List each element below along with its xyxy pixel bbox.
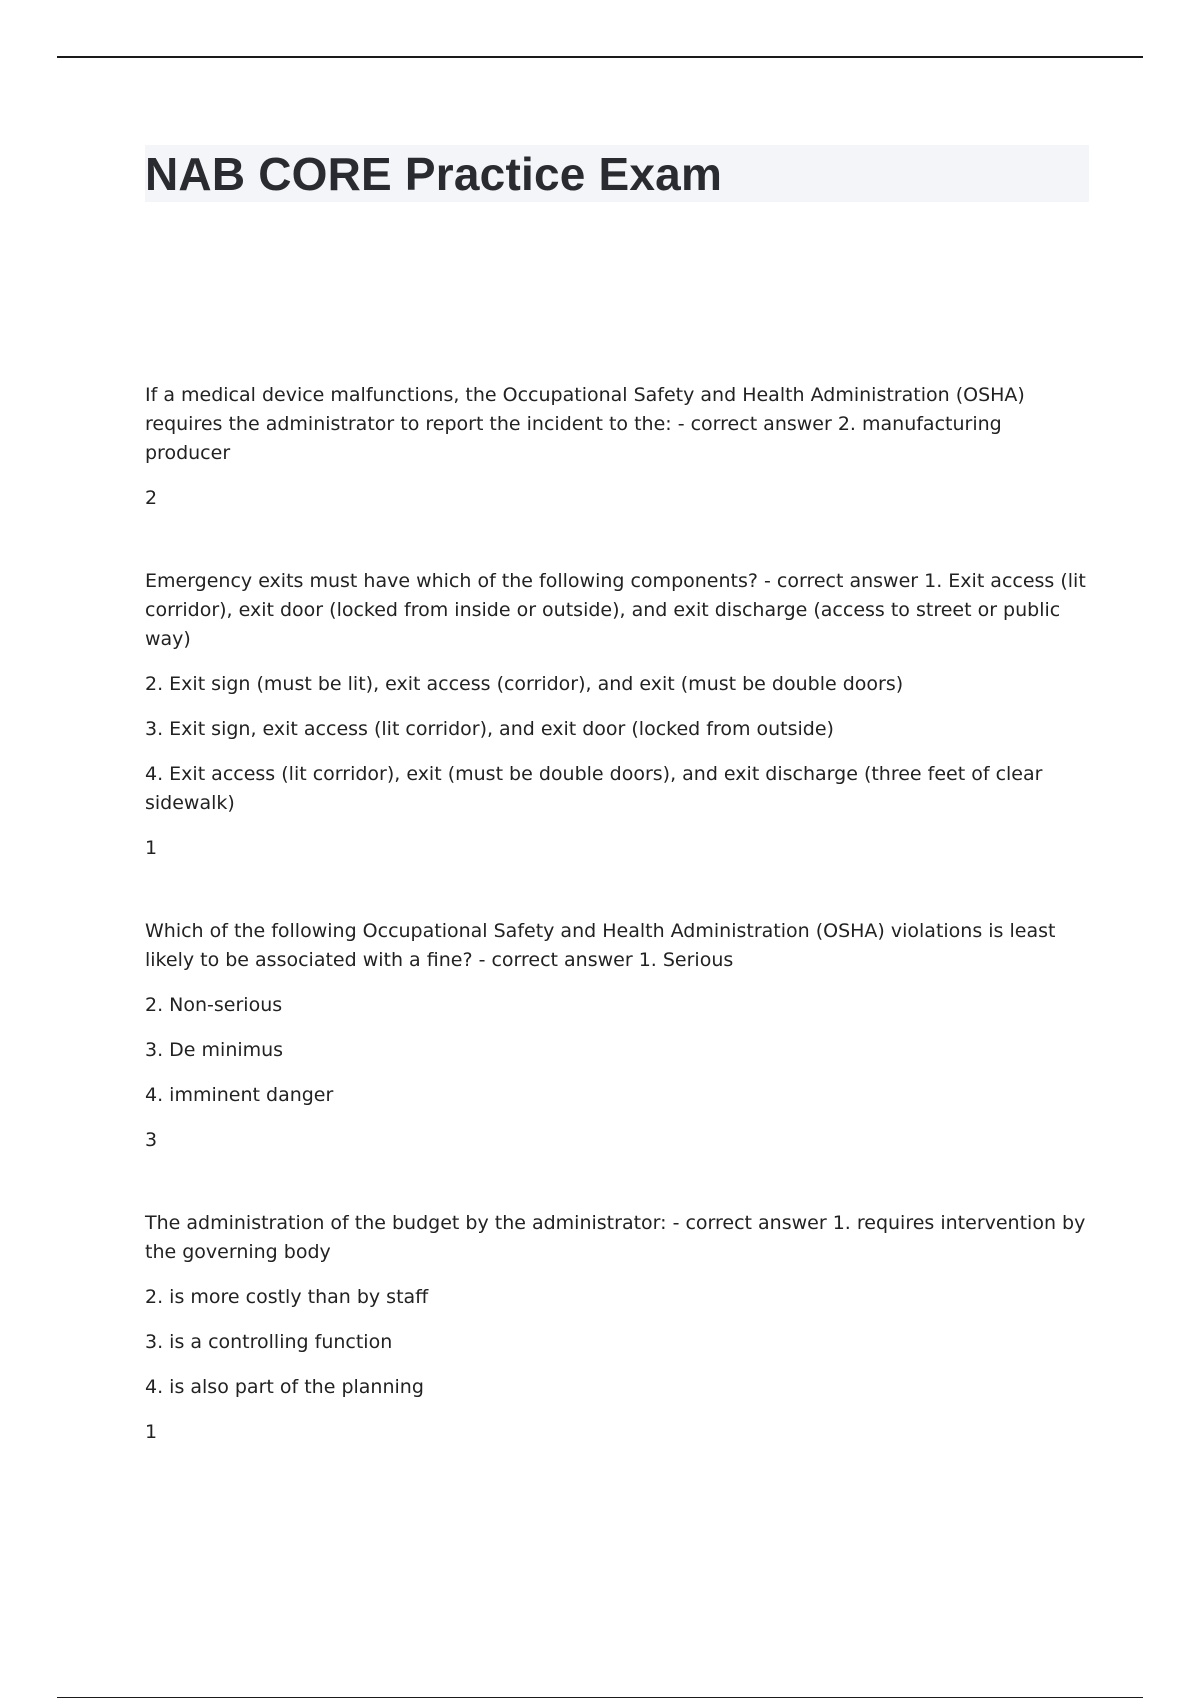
answer-option: 2. Exit sign (must be lit), exit access (corridor), and exit (must be double doors) bbox=[145, 673, 904, 695]
answer-key: 2 bbox=[145, 487, 158, 509]
qa-item bbox=[145, 917, 1089, 1155]
answer-key: 1 bbox=[145, 837, 158, 859]
answer-option: 2. is more costly than by staff bbox=[145, 1286, 429, 1308]
answer-key: 3 bbox=[145, 1129, 158, 1151]
qa-item bbox=[145, 381, 1089, 513]
question-text: Emergency exits must have which of the following components? - correct answer 1. Exit access (lit corridor), exit door (locked from inside or outside), and exit discharge (access to street or public way) bbox=[145, 570, 1086, 650]
answer-option: 2. Non-serious bbox=[145, 994, 283, 1016]
answer-option: 4. is also part of the planning bbox=[145, 1376, 424, 1398]
answer-option: 3. Exit sign, exit access (lit corridor), and exit door (locked from outside) bbox=[145, 718, 834, 740]
top-rule bbox=[57, 56, 1143, 58]
answer-option: 4. Exit access (lit corridor), exit (must be double doors), and exit discharge (three feet of clear sidewalk) bbox=[145, 763, 1043, 814]
question-text: The administration of the budget by the administrator: - correct answer 1. requires intervention by the governing body bbox=[145, 1212, 1086, 1263]
document-body bbox=[145, 381, 1089, 1447]
qa-item bbox=[145, 1209, 1089, 1447]
answer-option: 4. imminent danger bbox=[145, 1084, 334, 1106]
answer-option: 3. De minimus bbox=[145, 1039, 284, 1061]
page-title: NAB CORE Practice Exam bbox=[145, 148, 723, 200]
answer-option: 3. is a controlling function bbox=[145, 1331, 393, 1353]
answer-key: 1 bbox=[145, 1421, 158, 1443]
question-text: If a medical device malfunctions, the Occupational Safety and Health Administration (OSHA) requires the administrator to report the incident to the: - correct answer 2. manufacturing producer bbox=[145, 384, 1025, 464]
qa-item bbox=[145, 567, 1089, 863]
bottom-rule bbox=[57, 1697, 1143, 1698]
question-text: Which of the following Occupational Safety and Health Administration (OSHA) violations is least likely to be associated with a fine? - correct answer 1. Serious bbox=[145, 920, 1056, 971]
